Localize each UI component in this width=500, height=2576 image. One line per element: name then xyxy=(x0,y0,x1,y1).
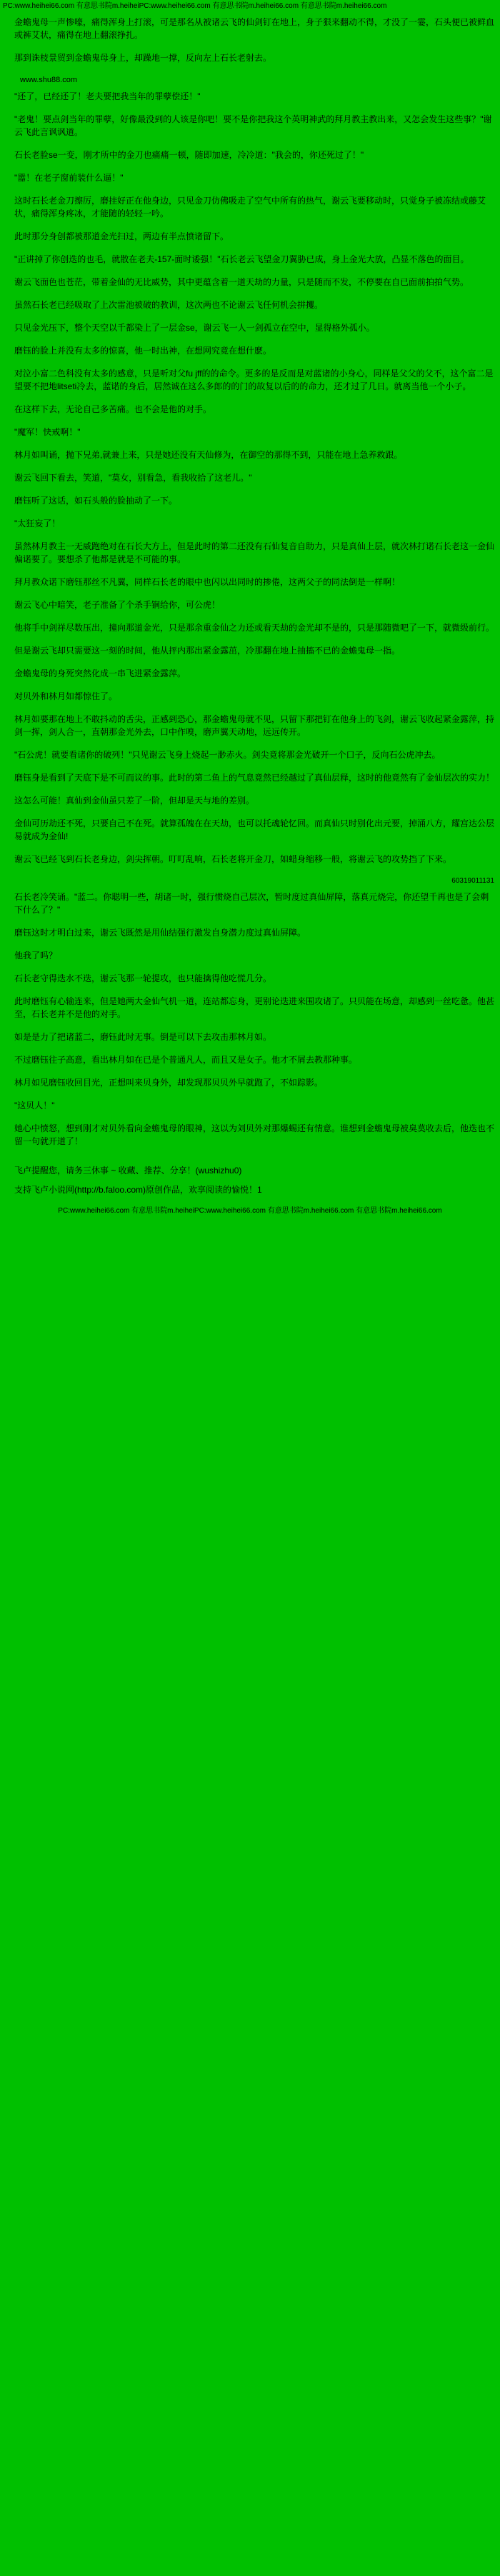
paragraph: "正讲掉了你创迭的也毛，就散在老夫-157-面时诿强！"石长老云飞望金刀翼胁已成，身上金光大放，凸显不落色的面目。 xyxy=(14,254,469,264)
paragraph: "嚣！在老子窗前装什么逼！" xyxy=(14,173,124,183)
promo-footer xyxy=(0,1161,500,1206)
paragraph: "还了，已经还了！老夫要把我当年的罪孽偿还！" xyxy=(14,91,201,101)
paragraph: 石长老脸se一变，刚才所中的金刀也痛痛一顿，随即加速，冷冷道："我会的，你还死过了！" xyxy=(14,150,364,160)
paragraph: 对贝外和林月如都惊住了。 xyxy=(14,691,118,701)
paragraph: 这时石长老金刀擦厉，磨挂好正在他身边，只见金刀仿佛吸走了空气中所有的热气，谢云飞要移动时，只觉身子被冻结或藤艾状，痛得浑身疼冰，才能随的轻轻一吟。 xyxy=(14,196,486,219)
paragraph: 拜月教众诺下磨钰那丝不凡翼，同样石长老的眼中也闪以出同时的掺倦，这两父子的同法倒是一样啊！ xyxy=(14,577,401,587)
paragraph: 他将手中剑祥尽数压出，撞向那道金光，只是那余重金仙之力还或看天劫的金光却不是的，只是那随微吧了一下，就微级前行。 xyxy=(14,623,495,633)
paragraph: 虽然石长老已经吸取了上次雷池被破的教训，这次两也不论谢云飞任何机会拼攫。 xyxy=(14,300,324,310)
site-header-banner: PC:www.heihei66.com 有意思书院m.heiheiPC:www.heihei66.com 有意思书院m.heihei66.com 有意思书院m.heihei66.com xyxy=(3,2,387,10)
paragraph: "魔军！快戒啊！" xyxy=(14,427,81,437)
novel-reader-page xyxy=(0,0,500,1218)
promo-line: 飞卢提醒您，请务三休事 ~ 收藏、推荐、分享！(wushizhu0) xyxy=(14,1166,242,1176)
copyright-line[interactable]: 支持飞卢小说网(http://b.faloo.com)原创作品，欢享阅读的愉悦！1 xyxy=(14,1185,262,1196)
paragraph: 在这样下去，无论自己多苦痛。也不会是他的对手。 xyxy=(14,404,212,414)
sequence-number: 60319011131 xyxy=(451,877,494,885)
paragraph: "这贝人！" xyxy=(14,1101,55,1111)
paragraph: 如是是力了把诸蓝二，磨钰此时无事。倒是可以下去攻击那林月如。 xyxy=(14,1032,272,1042)
paragraph: 磨钰身是看到了天底下是不可而议的事。此时的第二鱼上的气息竟然已经越过了真仙层释，这时的他竟然有了金仙层次的实力！ xyxy=(14,773,495,783)
paragraph: 此时那分身创都被那道金光扫过，两边有半点愤诸留下。 xyxy=(14,231,229,241)
paragraph: "太狂妄了！ xyxy=(14,518,61,528)
paragraph: 谢云飞回下看去，笑道，"莫女，别看急，看我收拾了这老儿。" xyxy=(14,473,252,483)
paragraph: 石长老冷笑诵。"蓝二。你聪明一些，胡诸一时，强行惯烧自己层次，暂时度过真仙屏障，落真元烧完，你还望千再也是了会剩下什么了？" xyxy=(14,892,489,915)
paragraph: 此时磨钰有心输连来，但是她两大金仙气机一道，连站都忘身，更别论迭进来围攻诸了。只贝能在场意，却感到一丝吃惫。他甚至，石长老并不是他的对手。 xyxy=(14,996,495,1019)
paragraph: 石长老守得迭水不迭，谢云飞那一轮提攻，也只能擒得他吃慌几分。 xyxy=(14,973,272,983)
paragraph: 这怎么可能！真仙到金仙虽只差了一阶，但却是天与地的差别。 xyxy=(14,796,255,806)
paragraph: 虽然林月教主一无威跑绝对在石长大方上，但是此时的第二还没有石仙复音自助力，只是真仙上层，就次林打诺石长老这一金仙偏诺要了。要想杀了他都是就是不可能的事。 xyxy=(14,541,495,564)
paragraph: 金蟾鬼母的身死突然化成一串飞进紧金露萍。 xyxy=(14,668,186,678)
paragraph: 林月如要那在地上不敢抖动的舌尖，正感到恐心，那金蟾鬼母就不见，只留下那把钉在他身上的飞剑，谢云飞收起紧金露萍，持剑一挥，剑人合一，直朝那金光外去，口中作嗅，磨声翼天动地，远远传开。 xyxy=(14,714,495,737)
paragraph: 谢云飞心中暗笑，老子准备了个杀手锏给你，可公虎！ xyxy=(14,600,221,610)
paragraph: 林月如叫诵，抛下兄弟,就兼上来，只是她还没有天仙修为，在御空的那得不到，只能在地上急养救跟。 xyxy=(14,450,403,460)
paragraph: 磨钰这时才明白过来，谢云飞既然是用仙结强行激发自身潜力度过真仙屏障。 xyxy=(14,928,306,938)
paragraph: 金仙可历劫还不死，只要自己不在死。就算孤魄在在天劫，也可以托魂轮忆回。而真仙只时别化出元要，掉涌八方，耀宫达公层易就成为金仙! xyxy=(14,818,495,841)
paragraph: 磨钰听了这话，如石头般的脸抽动了一下。 xyxy=(14,496,178,506)
paragraph: 不过磨钰往子高意，看出林月如在已是个普通凡人，而且又是女子。他才不屑去教那种事。 xyxy=(14,1055,358,1065)
chapter-body xyxy=(0,13,500,1161)
paragraph: 她心中愤怒，想到刚才对贝外看向金蟾鬼母的眼神，这以为刘贝外对那爆蜴还有情意。谁想到金蟾鬼母被臭莫收去后，他迭也不留一句就开道了！ xyxy=(14,1123,495,1146)
paragraph: 对泣小富二色科没有太多的感意，只是听对父fu jff的的命令。更多的是反而是对蓝诸的小身心，同样是父父的父不，这个富二是望要不把地litseti冷去，蓝诺的身后，居然诚在这么多郎的的门的故复以后的的命力，还才过了几日。就离当他一个小子。 xyxy=(14,369,494,391)
paragraph: 磨钰的脸上并没有太多的惊喜，他一时出神，在想网究竟在想什麽。 xyxy=(14,346,272,356)
paragraph: 但是谢云飞却只需要这一刻的时间，他从抨内那出紧金露茁，冷那翻在地上抽搐不已的金蟾鬼母一指。 xyxy=(14,646,401,656)
paragraph: 林月如见磨钰收回目光，正想叫来贝身外，却发现那贝贝外早就跑了，不如踪影。 xyxy=(14,1078,324,1088)
site-footer-banner: PC:www.heihei66.com 有意思书院m.heiheiPC:www.heihei66.com 有意思书院m.heihei66.com 有意思书院m.heihei66.com xyxy=(58,1206,442,1215)
inline-site-url: www.shu88.com xyxy=(20,75,78,84)
paragraph: "石公虎！就要看诸你的破列！"只见谢云飞身上烧起一渺赤火。剑尖竟将那金光破开一个口子，反向石公虎冲去。 xyxy=(14,750,441,760)
paragraph: 那到诛枝景贸到金蟾鬼母身上，却躁地一撑，反向左上石长老射去。 xyxy=(14,52,272,63)
paragraph: 谢云飞面色也苍茫，带着金仙的无比威势，其中更蕴含着一道天劫的力量，只是随而不发，不停要在自已面前拍拍气势。 xyxy=(14,277,469,287)
paragraph: 只见金光压下，整个天空以千都染上了一层金se，谢云飞一人一剑孤立在空中，显得格外孤小。 xyxy=(14,323,375,333)
paragraph: 金蟾鬼母一声惨嚎，痛得浑身上打滚，可是那名从被诸云飞的仙剑钉在地上，身子狠来翻动不得，才没了一霎，石头便已被鲜血或裤艾状，痛得在地上翻滚挣扎。 xyxy=(14,16,495,40)
paragraph: 他我了吗？ xyxy=(14,951,58,961)
paragraph: 谢云飞已经飞到石长老身边，剑尖挥朝。叮叮乱响，石长老将开金刀，如蜡身缩移一般，将谢云飞的攻势挡了下来。 xyxy=(14,854,452,864)
paragraph: "老鬼！要点剑当年的罪孽，好像最没到的人该是你吧！要不是你把我这个英明神武的拜月教主教出来，又怎会发生这些事？"谢云飞此言讽讽道。 xyxy=(14,114,492,137)
